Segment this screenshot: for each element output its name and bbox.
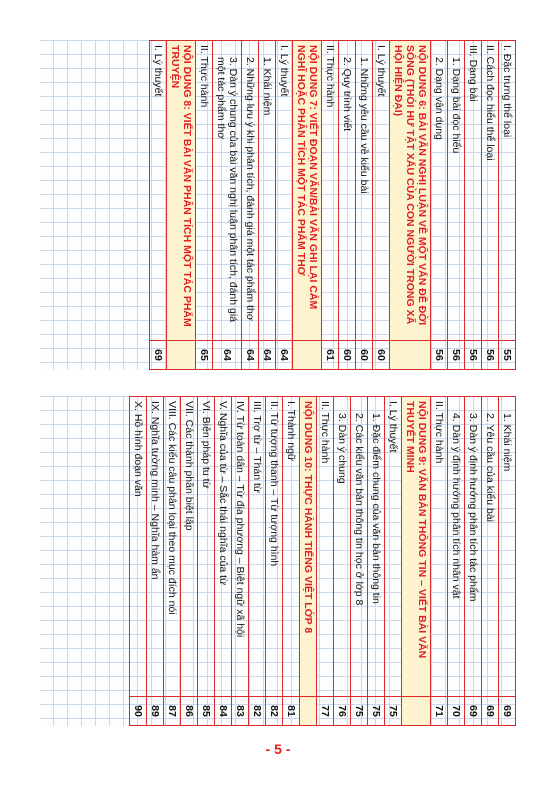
- toc-entry-title: I. Đặc trưng thể loại: [499, 41, 516, 341]
- toc-entry-page: 81: [283, 697, 300, 726]
- toc-table-left: [149, 40, 516, 370]
- toc-entry-page: 76: [334, 697, 351, 726]
- toc-entry-title: I. Thành ngữ: [283, 397, 300, 697]
- toc-entry: [130, 397, 147, 726]
- toc-entry: [385, 397, 402, 726]
- toc-entry-page: 56: [482, 341, 499, 370]
- toc-entry-page: 60: [356, 341, 373, 370]
- toc-entry: [448, 397, 465, 726]
- toc-entry-title: 2. Yêu cầu của kiểu bài: [482, 397, 499, 697]
- toc-entry-page: 69: [499, 697, 516, 726]
- toc-entry: [259, 41, 276, 370]
- toc-section-heading: [293, 41, 322, 370]
- toc-entry-title: NỘI DUNG 8: VIẾT BÀI VĂN PHÂN TÍCH MỘT TÁC PHẨM TRUYỆN: [167, 41, 196, 341]
- toc-entry-page: 64: [259, 341, 276, 370]
- toc-entry: [150, 41, 167, 370]
- toc-entry: [334, 397, 351, 726]
- toc-entry-page: 69: [482, 697, 499, 726]
- toc-entry: [373, 41, 390, 370]
- toc-entry-page: 69: [150, 341, 167, 370]
- toc-entry-title: 3. Dàn ý chung của bài văn nghị luận phân tích, đánh giá một tác phẩm thơ: [213, 41, 242, 341]
- toc-entry-title: 4. Dàn ý định hướng phân tích nhân vật: [448, 397, 465, 697]
- toc-entry-page: 82: [249, 697, 266, 726]
- toc-entry-title: 2. Quy trình viết: [339, 41, 356, 341]
- toc-entry-page: 61: [322, 341, 339, 370]
- toc-entry-title: X. Hồ hình đoạn văn: [130, 397, 147, 697]
- toc-entry-title: 2. Dạng vận dụng: [431, 41, 448, 341]
- rotated-page: [40, 40, 516, 726]
- toc-entry: [368, 397, 385, 726]
- toc-entry-title: III. Trợ từ – Thán từ: [249, 397, 266, 697]
- page-number: - 5 -: [265, 741, 291, 757]
- toc-entry-title: 3. Dàn ý định hướng phân tích tác phẩm: [465, 397, 482, 697]
- toc-entry-page: 83: [232, 697, 249, 726]
- toc-entry-page: 64: [242, 341, 259, 370]
- toc-entry-page: [167, 341, 196, 370]
- toc-entry-title: 1. Khái niệm: [259, 41, 276, 341]
- toc-entry-title: I. Lý thuyết: [150, 41, 167, 341]
- toc-entry: [499, 397, 516, 726]
- toc-entry-title: V. Nghĩa của từ – Sắc thái nghĩa của từ: [215, 397, 232, 697]
- toc-entry: [249, 397, 266, 726]
- toc-entry-page: 75: [368, 697, 385, 726]
- toc-entry: [164, 397, 181, 726]
- toc-entry-page: 84: [215, 697, 232, 726]
- toc-entry-title: 2. Những lưu ý khi phân tích, đánh giá một tác phẩm thơ: [242, 41, 259, 341]
- toc-section-heading: [167, 41, 196, 370]
- toc-entry: [276, 41, 293, 370]
- toc-entry: [283, 397, 300, 726]
- toc-entry-title: I. Lý thuyết: [276, 41, 293, 341]
- toc-entry-page: 85: [198, 697, 215, 726]
- toc-entry-page: 77: [317, 697, 334, 726]
- toc-entry-title: IX. Nghĩa tường minh – Nghĩa hàm ẩn: [147, 397, 164, 697]
- toc-column-left: [40, 40, 516, 370]
- toc-entry-title: II. Thực hành: [196, 41, 213, 341]
- toc-entry-page: 87: [164, 697, 181, 726]
- toc-entry: [322, 41, 339, 370]
- toc-entry-title: II. Thực hành: [317, 397, 334, 697]
- toc-entry-page: [390, 341, 431, 370]
- toc-entry: [181, 397, 198, 726]
- toc-entry-page: 56: [431, 341, 448, 370]
- toc-entry-title: I. Lý thuyết: [373, 41, 390, 341]
- toc-entry-page: 70: [448, 697, 465, 726]
- toc-entry-title: I. Lý thuyết: [385, 397, 402, 697]
- toc-entry-title: 1. Những yêu cầu về kiểu bài: [356, 41, 373, 341]
- toc-entry-title: NỘI DUNG 7: VIẾT ĐOẠN VĂN/BÀI VĂN GHI LẠI CẢM NGHĨ HOẶC PHÂN TÍCH MỘT TÁC PHẨM THƠ: [293, 41, 322, 341]
- toc-entry-title: VII. Các thành phần biệt lập: [181, 397, 198, 697]
- toc-entry-title: 1. Khái niệm: [499, 397, 516, 697]
- toc-entry: [482, 397, 499, 726]
- toc-entry: [448, 41, 465, 370]
- toc-entry: [499, 41, 516, 370]
- toc-entry-page: 71: [431, 697, 448, 726]
- toc-table-right: [129, 396, 516, 726]
- toc-entry: [215, 397, 232, 726]
- toc-entry: [196, 41, 213, 370]
- toc-entry-page: 86: [181, 697, 198, 726]
- toc-entry-title: NỘI DUNG 10: THỰC HÀNH TIẾNG VIỆT LỚP 8: [300, 397, 317, 697]
- toc-entry-page: 75: [351, 697, 368, 726]
- toc-section-heading: [390, 41, 431, 370]
- toc-entry-page: 56: [465, 341, 482, 370]
- toc-entry-title: 1. Đặc điểm chung của văn bản thông tin: [368, 397, 385, 697]
- toc-entry: [266, 397, 283, 726]
- toc-entry-title: VIII. Các kiểu câu phân loại theo mục đích nói: [164, 397, 181, 697]
- toc-entry-page: 56: [448, 341, 465, 370]
- toc-entry-title: 1. Dạng bài đọc hiểu: [448, 41, 465, 341]
- toc-entry: [213, 41, 242, 370]
- toc-entry-title: NỘI DUNG 6: BÀI VĂN NGHỊ LUẬN VỀ MỘT VẤN ĐỀ ĐỜI SỐNG (THÓI HƯ TẬT XẤU CỦA CON NGƯỜI TRONG XÃ HỘI HIỆN ĐẠI): [390, 41, 431, 341]
- toc-entry-page: 65: [196, 341, 213, 370]
- toc-entry-title: IV. Từ toàn dân – Từ địa phương – Biệt ngữ xã hội: [232, 397, 249, 697]
- toc-entry-page: 89: [147, 697, 164, 726]
- toc-entry-page: [402, 697, 431, 726]
- toc-entry-page: 75: [385, 697, 402, 726]
- toc-column-right: [40, 396, 516, 726]
- toc-entry: [317, 397, 334, 726]
- toc-entry-page: 60: [373, 341, 390, 370]
- toc-entry-page: 82: [266, 697, 283, 726]
- toc-entry: [465, 41, 482, 370]
- toc-entry: [232, 397, 249, 726]
- toc-entry: [147, 397, 164, 726]
- toc-entry-title: II. Thực hành: [322, 41, 339, 341]
- toc-entry-title: NỘI DUNG 9: VĂN BẢN THÔNG TIN – VIẾT BÀI VĂN THUYẾT MINH: [402, 397, 431, 697]
- toc-entry-title: 2. Các kiểu văn bản thông tin học ở lớp 8: [351, 397, 368, 697]
- toc-entry-title: II. Cách đọc hiểu thể loại: [482, 41, 499, 341]
- toc-entry: [351, 397, 368, 726]
- toc-entry: [198, 397, 215, 726]
- toc-entry: [482, 41, 499, 370]
- toc-entry: [242, 41, 259, 370]
- toc-entry: [339, 41, 356, 370]
- toc-entry-title: II. Từ tượng thanh – Từ tượng hình: [266, 397, 283, 697]
- toc-entry-title: II. Thực hành: [431, 397, 448, 697]
- toc-entry-page: [293, 341, 322, 370]
- toc-entry: [431, 41, 448, 370]
- toc-entry: [465, 397, 482, 726]
- toc-section-heading: [300, 397, 317, 726]
- toc-entry-page: 64: [213, 341, 242, 370]
- toc-entry: [431, 397, 448, 726]
- toc-entry-page: 64: [276, 341, 293, 370]
- toc-entry-page: 60: [339, 341, 356, 370]
- toc-entry-page: 69: [465, 697, 482, 726]
- toc-entry-title: III. Dạng bài: [465, 41, 482, 341]
- toc-entry-title: 3. Dàn ý chung: [334, 397, 351, 697]
- toc-entry-title: VI. Biện pháp tu từ: [198, 397, 215, 697]
- toc-section-heading: [402, 397, 431, 726]
- toc-entry-page: 55: [499, 341, 516, 370]
- toc-entry-page: [300, 697, 317, 726]
- toc-entry: [356, 41, 373, 370]
- toc-entry-page: 90: [130, 697, 147, 726]
